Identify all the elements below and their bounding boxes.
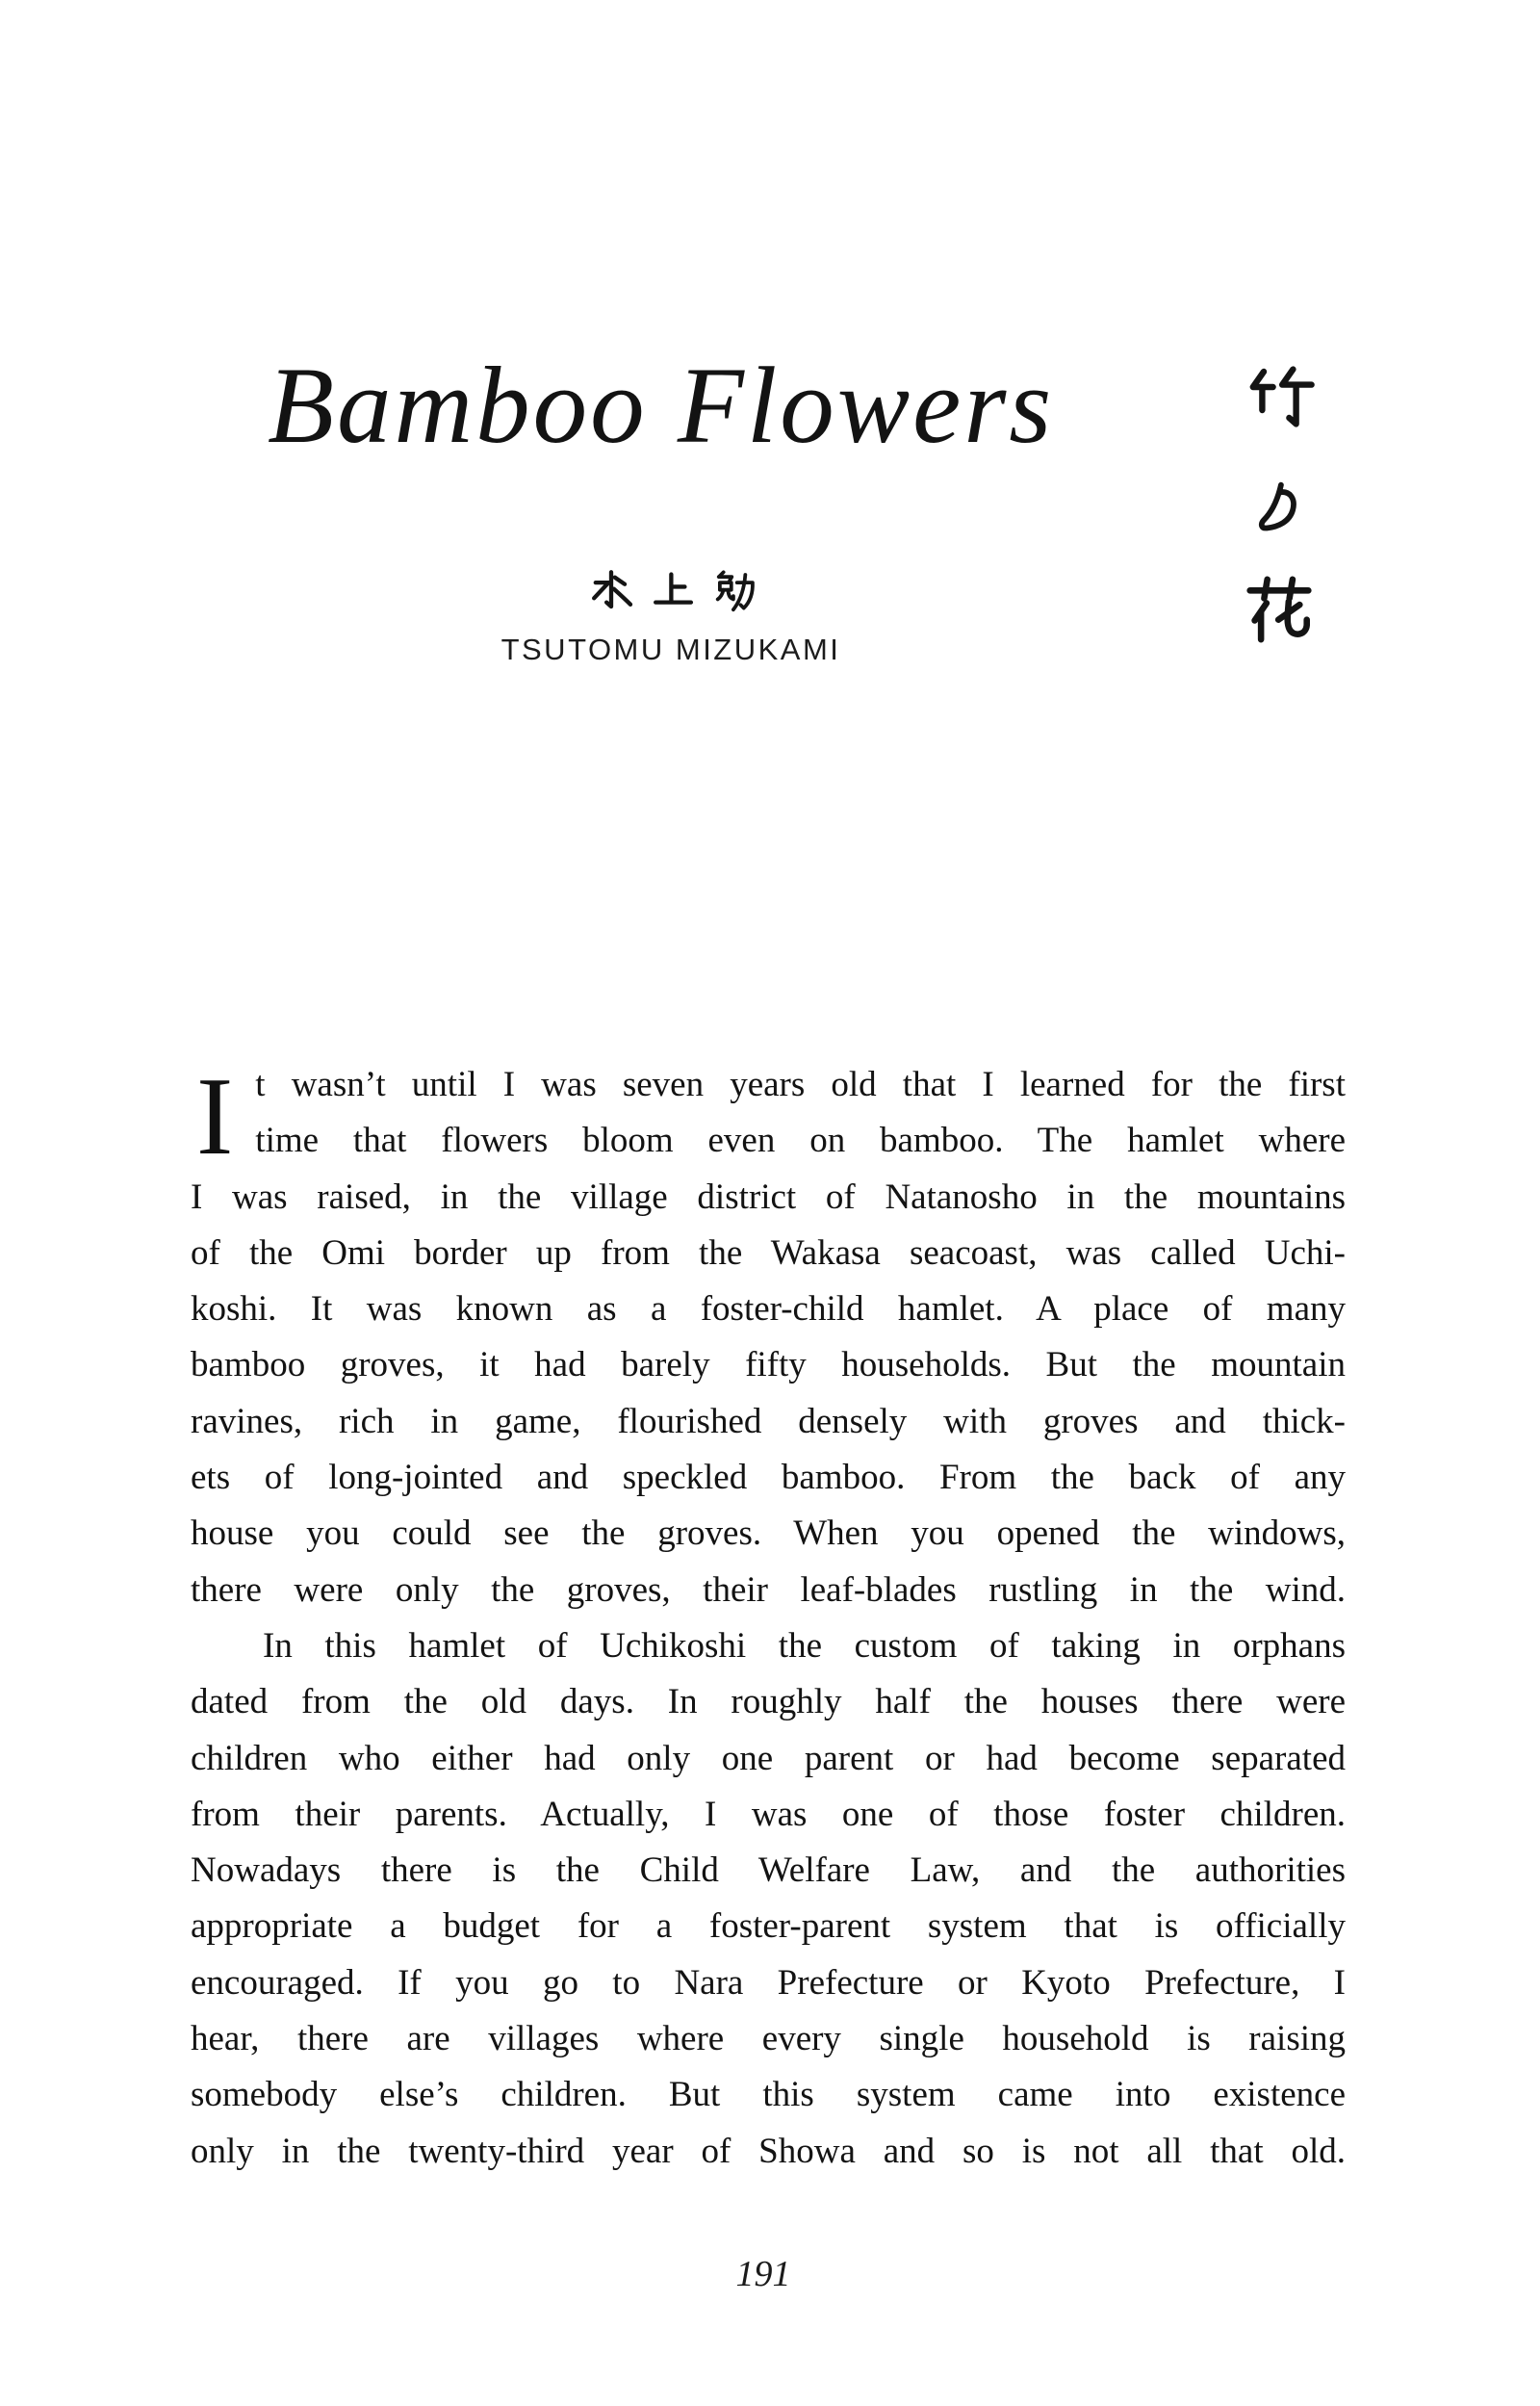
text-line: ets of long-jointed and speckled bamboo. From the back of any <box>191 1458 1346 1498</box>
text-line: only in the twenty-third year of Showa and so is not all that old. <box>191 2131 1346 2171</box>
text-line: hear, there are villages where every single household is raising <box>191 2019 1346 2059</box>
author-name-kanji <box>583 568 762 620</box>
text-line: encouraged. If you go to Nara Prefecture or Kyoto Prefecture, I <box>191 1962 1346 2003</box>
kanji-no-icon <box>1248 478 1310 539</box>
text-line: of the Omi border up from the Wakasa seacoast, was called Uchi- <box>191 1232 1346 1273</box>
vertical-title-kanji <box>1236 364 1322 649</box>
kanji-take-icon <box>1241 364 1318 441</box>
text-line: I was raised, in the village district of Natanosho in the mountains <box>191 1177 1346 1217</box>
text-line: ravines, rich in game, flourished densely with groves and thick- <box>191 1401 1346 1441</box>
text-line: children who either had only one parent or had become separated <box>191 1738 1346 1778</box>
text-line: time that flowers bloom even on bamboo. The hamlet where <box>255 1121 1346 1161</box>
text-line: appropriate a budget for a foster-parent system that is officially <box>191 1906 1346 1947</box>
body-text <box>191 1057 1346 2180</box>
page-number: 191 <box>735 2254 791 2294</box>
kanji-ue-icon <box>647 568 699 620</box>
text-line: there were only the groves, their leaf-blades rustling in the wind. <box>191 1569 1346 1610</box>
kanji-hana-icon <box>1240 570 1319 649</box>
kanji-tsutomu-icon <box>708 568 760 620</box>
paragraph <box>191 1057 1346 1618</box>
page-title: Bamboo Flowers <box>268 346 1055 466</box>
text-line: bamboo groves, it had barely fifty households. But the mountain <box>191 1345 1346 1385</box>
text-line: from their parents. Actually, I was one of those foster children. <box>191 1794 1346 1834</box>
text-line: In this hamlet of Uchikoshi the custom of taking in orphans <box>263 1625 1346 1666</box>
text-line: dated from the old days. In roughly half the houses there were <box>191 1682 1346 1722</box>
text-line: t wasn’t until I was seven years old that I learned for the first <box>255 1065 1346 1104</box>
text-line: somebody else’s children. But this system came into existence <box>191 2075 1346 2115</box>
text-line: Nowadays there is the Child Welfare Law, and the authorities <box>191 1850 1346 1891</box>
paragraph <box>191 1618 1346 2180</box>
drop-cap: I <box>196 1055 234 1177</box>
kanji-mizu-icon <box>585 568 637 620</box>
text-line: koshi. It was known as a foster-child hamlet. A place of many <box>191 1289 1346 1330</box>
author-name-romaji: TSUTOMU MIZUKAMI <box>500 633 841 666</box>
text-line: house you could see the groves. When you opened the windows, <box>191 1513 1346 1554</box>
